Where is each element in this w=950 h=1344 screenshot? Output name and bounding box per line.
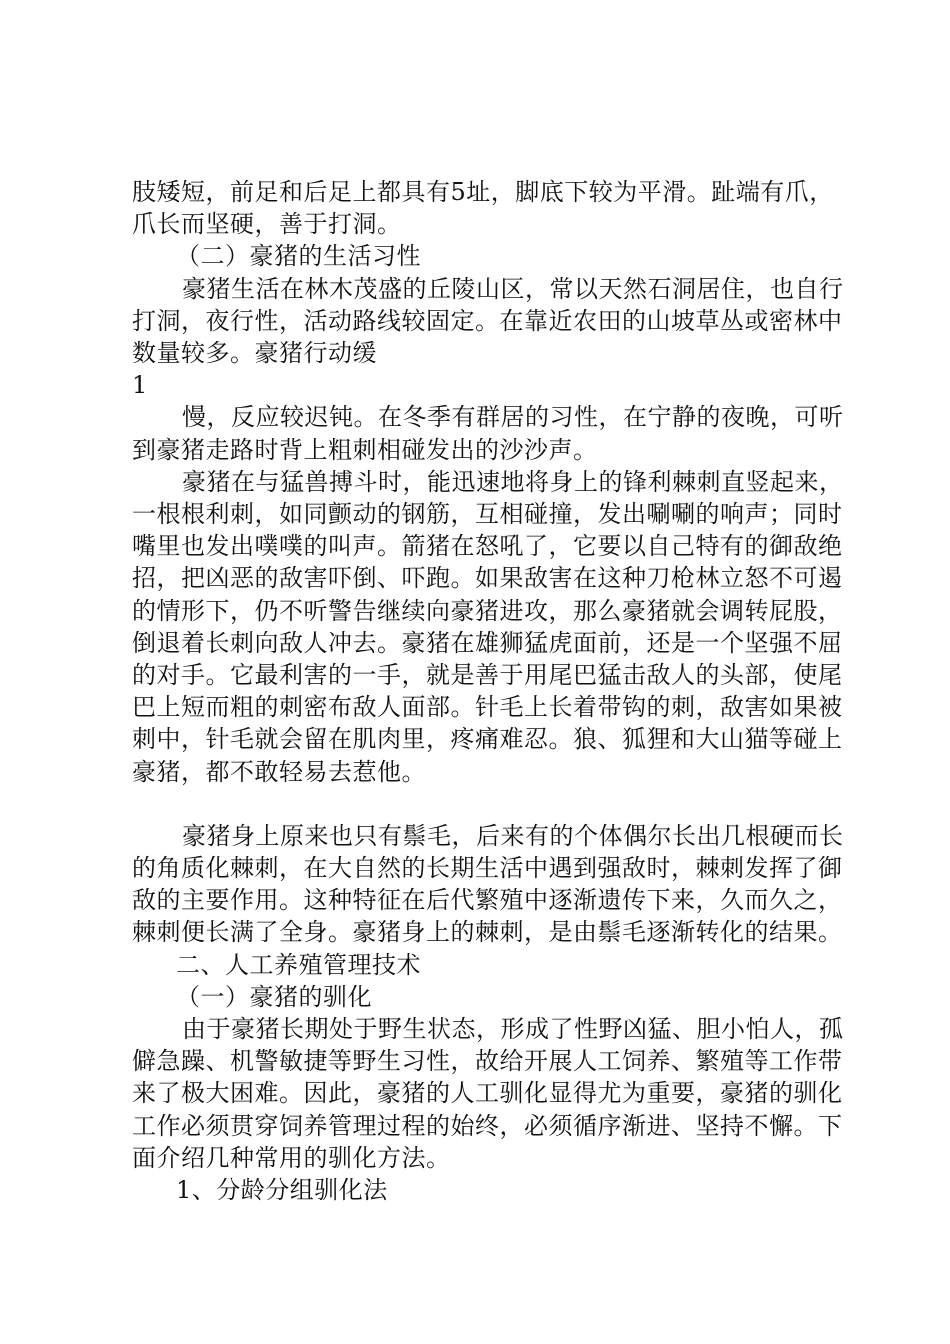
- heading-age-group-method: 1、分龄分组驯化法: [176, 1176, 388, 1205]
- paragraph-slow-reaction: 慢，反应较迟钝。在冬季有群居的习性，在宁静的夜晚，可听到豪猪走路时背上粗刺相碰发出的沙沙声。: [132, 403, 844, 464]
- heading-domestication: （一）豪猪的驯化: [176, 982, 372, 1011]
- paragraph-quills-origin: 豪猪身上原来也只有鬃毛，后来有的个体偶尔长出几根硬而长的角质化棘刺，在大自然的长期生活中遇到强敌时，棘刺发挥了御敌的主要作用。这种特征在后代繁殖中逐渐遗传下来，久而久之，棘刺便长满了全身。豪猪身上的棘刺，是由鬃毛逐渐转化的结果。: [132, 821, 844, 947]
- paragraph-domestication: 由于豪猪长期处于野生状态，形成了性野凶猛、胆小怕人，孤僻急躁、机警敏捷等野生习性，故给开展人工饲养、繁殖等工作带来了极大困难。因此，豪猪的人工驯化显得尤为重要，豪猪的驯化工作必须贯穿饲养管理过程的始终，必须循序渐进、坚持不懈。下面介绍几种常用的驯化方法。: [132, 1015, 844, 1172]
- paragraph-habitat: 豪猪生活在林木茂盛的丘陵山区，常以天然石洞居住，也自行打洞，夜行性，活动路线较固定。在靠近农田的山坡草丛或密林中数量较多。豪猪行动缓: [132, 274, 844, 368]
- heading-living-habits: （二）豪猪的生活习性: [176, 242, 421, 271]
- page-number: 1: [132, 371, 148, 400]
- paragraph-spacer: [132, 788, 852, 820]
- paragraph-defense: 豪猪在与猛兽搏斗时，能迅速地将身上的锋利棘刺直竖起来，一根根利刺，如同颤动的钢筋，互相碰撞，发出唰唰的响声；同时嘴里也发出噗噗的叫声。箭猪在怒吼了，它要以自己特有的御敌绝招，把凶恶的敌害吓倒、吓跑。如果敌害在这种刀枪林立怒不可遏的情形下，仍不听警告继续向豪猪进攻，那么豪猪就会调转屁股，倒退着长刺向敌人冲去。豪猪在雄狮猛虎面前，还是一个坚强不屈的对手。它最利害的一手，就是善于用尾巴猛击敌人的头部，使尾巴上短而粗的刺密布敌人面部。针毛上长着带钩的刺，敌害如果被刺中，针毛就会留在肌肉里，疼痛难忍。狼、狐狸和大山猫等碰上豪猪，都不敢轻易去惹他。: [132, 467, 844, 786]
- paragraph-body-features: 肢矮短，前足和后足上都具有5址，脚底下较为平滑。趾端有爪，爪长而坚硬，善于打洞。: [132, 178, 834, 239]
- heading-breeding-management: 二、人工养殖管理技术: [176, 950, 421, 979]
- document-body: [132, 176, 852, 1206]
